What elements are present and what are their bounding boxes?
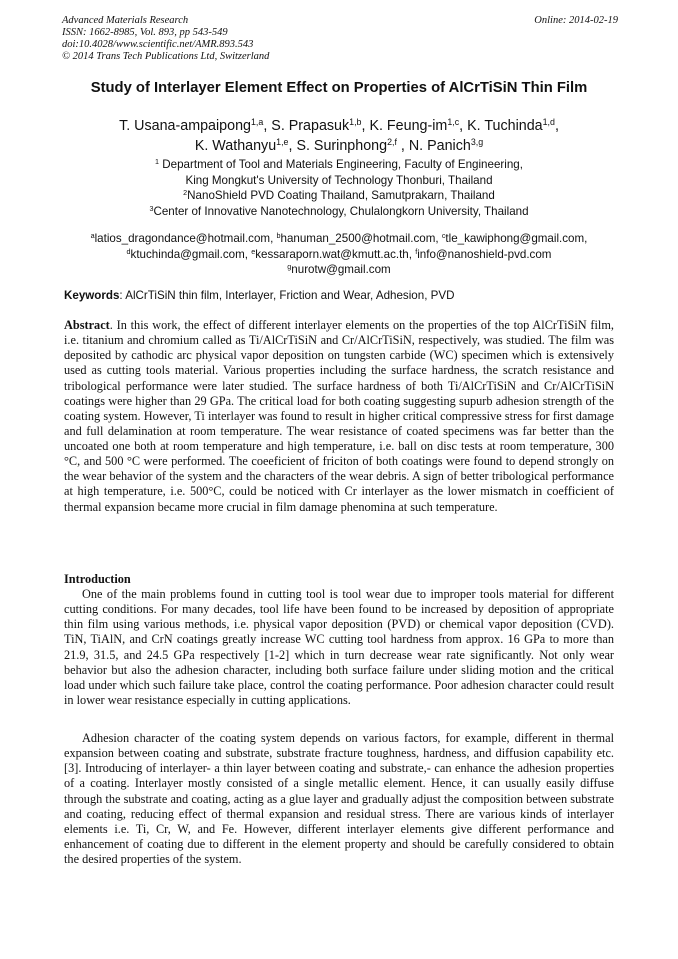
abstract-label: Abstract [64, 318, 110, 332]
author-name: T. Usana-ampaipong [119, 118, 251, 134]
keywords [64, 289, 620, 302]
author-name: K. Tuchinda [467, 118, 543, 134]
affiliation-3 [40, 204, 638, 220]
author-name: S. Prapasuk [271, 118, 350, 134]
affiliation-1 [40, 157, 638, 173]
email-sup: b [276, 231, 281, 241]
affiliations [40, 157, 638, 219]
author-separator: , [263, 118, 272, 134]
online-date: Online: 2014-02-19 [534, 15, 618, 26]
section-heading-introduction: Introduction [64, 572, 131, 586]
email-line-2 [40, 247, 638, 263]
keywords-label: Keywords [64, 289, 120, 302]
author-line-1 [40, 116, 638, 136]
email-address[interactable]: ktuchinda@gmail.com [130, 247, 245, 261]
keywords-text: : AlCrTiSiN thin film, Interlayer, Friction and Wear, Adhesion, PVD [119, 289, 455, 302]
email-separator: , [244, 247, 252, 261]
email-address[interactable]: info@nanoshield-pvd.com [417, 247, 552, 261]
email-sup: e [251, 246, 256, 256]
author-name: N. Panich [408, 138, 471, 154]
email-sup: a [90, 231, 95, 241]
author-sup: 2,f [387, 137, 397, 148]
author-name: K. Feung-im [369, 118, 448, 134]
intro-paragraph-2: Adhesion character of the coating system depends on various factors, for example, different in thermal expansion between coating and substrate, substrate fracture toughness, hardness, and diffusion capability etc.[3]. Introducing of interlayer- a thin layer between coating and substrate,- can enhance the adhesion properties of a coating. Interlayer mostly consisted of a single metallic element. Hence, it can usually easily diffuse through the substrate and coating, acting as a glue layer and gradually adjust the composition between substrate and coating, reducing effect of thermal expansion and residual stress. There are various kinds of interlayer elements i.e. Ti, Cr, W, and Fe. However, different interlayer elements give different performance and enhancement of coating due to different in the element property and should be carefully considered to obtain the desired properties of the system. [64, 731, 614, 866]
email-line-1 [40, 231, 638, 247]
email-address[interactable]: kessaraporn.wat@kmutt.ac.th [255, 247, 409, 261]
journal-header [62, 15, 618, 63]
affiliation-text: Department of Tool and Materials Engineering, Faculty of Engineering, [159, 158, 523, 171]
doi-line: doi:10.4028/www.scientific.net/AMR.893.543 [62, 39, 254, 50]
affiliation-sup: 3 [149, 203, 154, 213]
author-separator: , [554, 118, 559, 134]
email-separator: , [435, 232, 442, 245]
author-sup: 1,c [447, 117, 460, 128]
author-separator: , [361, 118, 370, 134]
intro-paragraph-1: One of the main problems found in cutting tool is tool wear due to improper tools material for different cutting conditions. For many decades, tool life have been found to be increased by deposition of appropriate thin film using various methods, i.e. physical vapor deposition (PVD) or chemical vapor deposition (CVD). TiN, TiAlN, and CrN coatings greatly increase WC cutting tool hardness from approx. 16 GPa to more than 21.9, 31.5, and 24.5 GPa respectively [1-2] which in turn decrease wear rate significantly. Not only wear behavior but also the adhesion character, including both surface failure under sliding motion and the critical load under which such failure take place, control the coating performance. Poor adhesion character could result in lower wear resistance especially in cutting applications. [64, 587, 614, 707]
affiliation-sup: 1 [155, 157, 160, 167]
author-name: S. Surinphong [296, 138, 388, 154]
author-emails [40, 231, 638, 278]
email-line-3 [40, 262, 638, 278]
email-sup: d [126, 246, 131, 256]
journal-name: Advanced Materials Research [62, 15, 189, 26]
author-name: K. Wathanyu [194, 138, 277, 154]
email-separator: , [408, 247, 416, 261]
email-address[interactable]: nurotw@gmail.com [291, 263, 391, 276]
email-address[interactable]: latios_dragondance@hotmail.com [94, 232, 271, 245]
author-sup: 3,g [470, 137, 484, 148]
affiliation-2 [40, 188, 638, 204]
email-sup: f [415, 246, 418, 256]
email-address[interactable]: hanuman_2500@hotmail.com [280, 232, 436, 245]
author-sup: 1,a [251, 117, 264, 128]
email-address[interactable]: tle_kawiphong@gmail.com [445, 232, 585, 245]
affiliation-sup: 2 [183, 188, 188, 198]
paper-title: Study of Interlayer Element Effect on Properties of AlCrTiSiN Thin Film [90, 80, 588, 96]
abstract-text: . In this work, the effect of different interlayer elements on the properties of the top AlCrTiSiN film, i.e. titanium and chromium called as Ti/AlCrTiSiN and Cr/AlCrTiSiN, respectively, was studied. The film was deposited by cathodic arc physical vapor deposition on tungsten carbide (WC) specimen which is extensively used as cutting tools material. Various properties including the surface hardness, the scratch resistance and tribological performance were later studied. The surface hardness of both Ti/AlCrTiSiN and Cr/AlCrTiSiN coatings were higher than 29 GPa. The critical load for both coating suggesting supurb adhesion strength of the coating system. However, Ti interlayer was found to result in higher critical compressive stress for first damage and full delamination at room temperature. The wear resistance of coated specimens was far better than the uncoated one both at room temperature and high temperature, i.e. ball on disc tests at room temperature, 300 °C, and 500 °C were performed. The coeeficient of friciton of both coatings were found to depend strongly on the wear behavior of the system and the characters of the wear debris. A sign of better tribological performance at high temperature, i.e. 500°C, could be noticed with Cr interlayer as the lower mismatch in coefficient of thermal expansion became more crucial in film damage phenomina at such temperature. [64, 318, 614, 514]
affiliation-1-cont: King Mongkut's University of Technology Thonburi, Thailand [185, 173, 493, 187]
author-line-2 [40, 136, 638, 156]
copyright-line: © 2014 Trans Tech Publications Ltd, Switzerland [62, 51, 270, 62]
email-separator: , [270, 232, 277, 245]
email-separator: , [584, 232, 588, 245]
email-sup: c [441, 231, 446, 241]
author-separator: , [396, 138, 409, 154]
affiliation-text: Center of Innovative Nanotechnology, Chulalongkorn University, Thailand [153, 204, 529, 218]
author-separator: , [459, 118, 468, 134]
issn-line: ISSN: 1662-8985, Vol. 893, pp 543-549 [62, 27, 228, 38]
abstract [64, 318, 614, 515]
author-separator: , [288, 138, 297, 154]
author-sup: 1,e [276, 137, 289, 148]
affiliation-text: NanoShield PVD Coating Thailand, Samutprakarn, Thailand [187, 189, 495, 202]
author-sup: 1,b [349, 117, 362, 128]
author-sup: 1,d [542, 117, 555, 128]
email-sup: g [287, 262, 292, 272]
author-list [40, 116, 638, 156]
